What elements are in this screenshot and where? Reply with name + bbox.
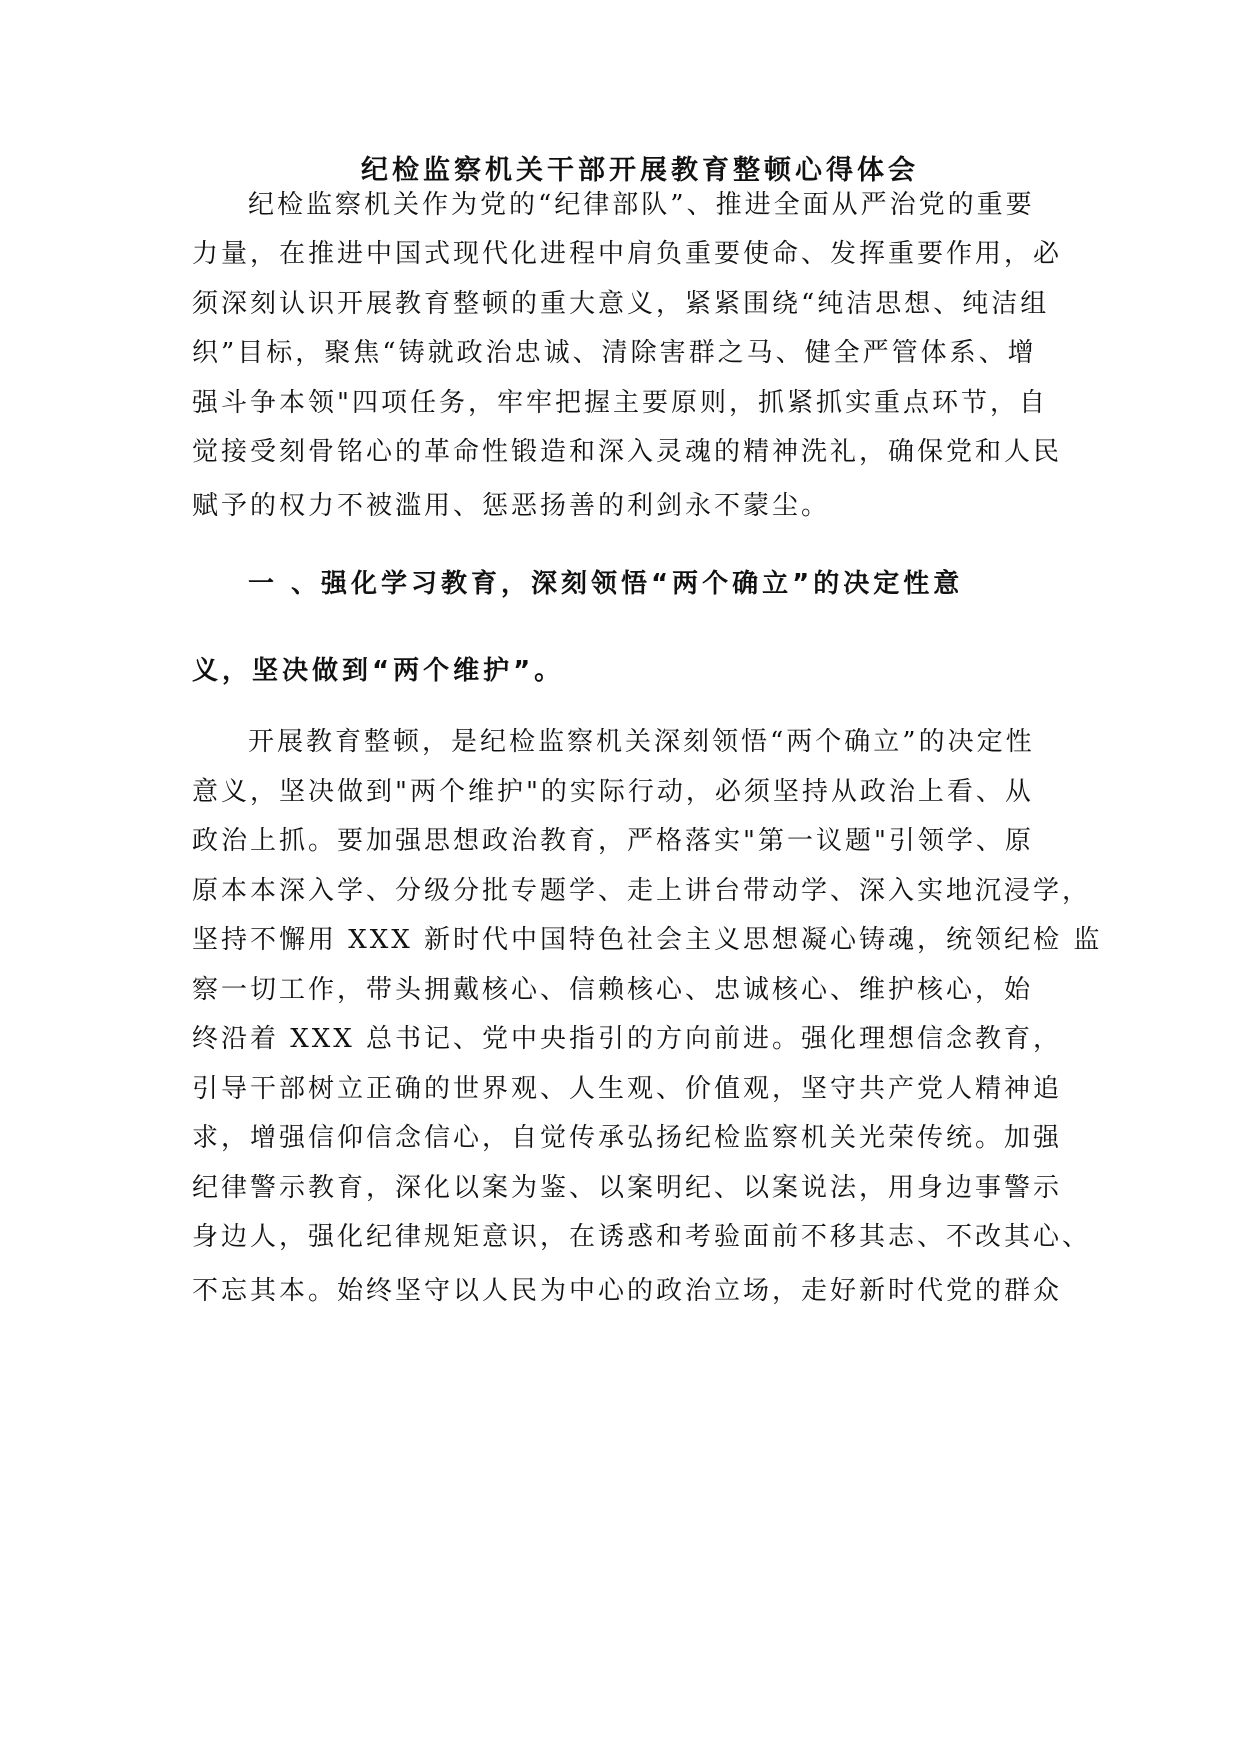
section1-line-3: 政治上抓。要加强思想政治教育，严格落实"第一议题"引领学、原 [192, 826, 1034, 856]
section1-line-6: 察一切工作，带头拥戴核心、信赖核心、忠诚核心、维护核心，始 [192, 975, 1034, 1005]
section1-line-2: 意义，坚决做到"两个维护"的实际行动，必须坚持从政治上看、从 [192, 777, 1034, 807]
section1-line-12: 不忘其本。始终坚守以人民为中心的政治立场，走好新时代党的群众 [192, 1276, 1063, 1306]
intro-line-1: 纪检监察机关作为党的“纪律部队”、推进全面从严治党的重要 [248, 190, 1035, 220]
intro-line-5: 强斗争本领"四项任务，牢牢把握主要原则，抓紧抓实重点环节，自 [192, 388, 1048, 418]
section1-line-8: 引导干部树立正确的世界观、人生观、价值观，坚守共产党人精神追 [192, 1074, 1063, 1104]
document-title: 纪检监察机关干部开展教育整顿心得体会 [361, 155, 919, 186]
intro-line-6: 觉接受刻骨铭心的革命性锻造和深入灵魂的精神洗礼，确保党和人民 [192, 437, 1063, 467]
section1-line-4: 原本本深入学、分级分批专题学、走上讲台带动学、深入实地沉浸学， [192, 876, 1092, 906]
intro-line-3: 须深刻认识开展教育整顿的重大意义，紧紧围绕“纯洁思想、纯洁组 [192, 289, 1050, 319]
section1-line-1: 开展教育整顿，是纪检监察机关深刻领悟“两个确立”的决定性 [248, 727, 1035, 757]
section1-line-11: 身边人，强化纪律规矩意识，在诱惑和考验面前不移其志、不改其心、 [192, 1222, 1092, 1252]
section-heading-line-1: 一 、强化学习教育，深刻领悟“两个确立”的决定性意 [248, 569, 964, 599]
section-heading-line-2: 义，坚决做到“两个维护”。 [192, 656, 565, 686]
section1-line-5: 坚持不懈用 XXX 新时代中国特色社会主义思想凝心铸魂，统领纪检 监 [192, 925, 1103, 955]
section1-line-10: 纪律警示教育，深化以案为鉴、以案明纪、以案说法，用身边事警示 [192, 1173, 1063, 1203]
section1-line-7: 终沿着 XXX 总书记、党中央指引的方向前进。强化理想信念教育， [192, 1024, 1063, 1054]
intro-line-7: 赋予的权力不被滥用、惩恶扬善的利剑永不蒙尘。 [192, 491, 831, 521]
section1-line-9: 求，增强信仰信念信心，自觉传承弘扬纪检监察机关光荣传统。加强 [192, 1123, 1063, 1153]
intro-line-4: 织”目标，聚焦“铸就政治忠诚、清除害群之马、健全严管体系、增 [192, 338, 1037, 368]
intro-line-2: 力量，在推进中国式现代化进程中肩负重要使命、发挥重要作用，必 [192, 239, 1063, 269]
